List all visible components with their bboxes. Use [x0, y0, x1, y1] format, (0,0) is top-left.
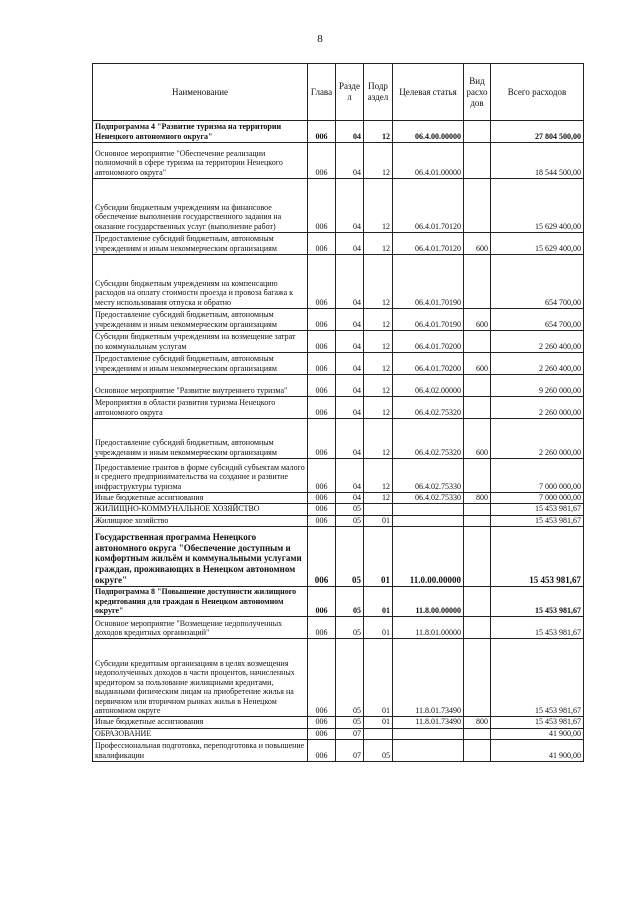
row-total: 15 453 981,67: [491, 717, 584, 728]
row-target-article: 06.4.01.70190: [393, 255, 464, 309]
header-expense-type: Вид расхо дов: [464, 64, 491, 121]
row-target-article: 06.4.01.70200: [393, 331, 464, 353]
table-header-row: [93, 64, 584, 121]
row-glava: 006: [308, 121, 336, 143]
row-expense-type: [464, 397, 491, 419]
table-row: [93, 397, 584, 419]
table-row: [93, 639, 584, 717]
row-podrazdel: 12: [364, 179, 393, 233]
header-target-article: Целевая статья: [393, 64, 464, 121]
row-total: 15 453 981,67: [491, 587, 584, 617]
row-expense-type: [464, 179, 491, 233]
row-name: Субсидии бюджетным учреждениям на компенсацию расходов на оплату стоимости проезда и провоза багажа к месту использования отпуска и обратно: [93, 255, 308, 309]
row-podrazdel: 12: [364, 143, 393, 179]
row-razdel: 04: [336, 493, 364, 504]
row-name: Основное мероприятие "Обеспечение реализации полномочий в сфере туризма на территории Ненецкого автономного округа": [93, 143, 308, 179]
table-row: [93, 233, 584, 255]
row-name: Мероприятия в области развития туризма Ненецкого автономного округа: [93, 397, 308, 419]
row-podrazdel: 12: [364, 121, 393, 143]
row-razdel: 04: [336, 179, 364, 233]
row-target-article: [393, 515, 464, 526]
row-total: 654 700,00: [491, 255, 584, 309]
row-expense-type: [464, 617, 491, 639]
row-name: Субсидии бюджетным учреждениям на финансовое обеспечение выполнения государственного задания на оказание государственных услуг (выполнение работ): [93, 179, 308, 233]
row-expense-type: [464, 740, 491, 762]
row-target-article: 06.4.02.00000: [393, 375, 464, 397]
row-podrazdel: 01: [364, 617, 393, 639]
row-target-article: 06.4.02.75320: [393, 397, 464, 419]
row-razdel: 07: [336, 728, 364, 739]
row-total: 15 629 400,00: [491, 233, 584, 255]
table-row: [93, 309, 584, 331]
row-target-article: 06.4.02.75320: [393, 419, 464, 459]
row-podrazdel: 12: [364, 309, 393, 331]
row-total: 2 260 400,00: [491, 353, 584, 375]
budget-table: [92, 63, 584, 762]
row-total: 15 629 400,00: [491, 179, 584, 233]
row-razdel: 04: [336, 233, 364, 255]
row-expense-type: [464, 639, 491, 717]
row-razdel: 05: [336, 504, 364, 515]
row-name: ОБРАЗОВАНИЕ: [93, 728, 308, 739]
row-target-article: 11.8.01.00000: [393, 617, 464, 639]
row-glava: 006: [308, 515, 336, 526]
row-razdel: 04: [336, 353, 364, 375]
row-razdel: 05: [336, 527, 364, 587]
row-name: Предоставление субсидий бюджетным, автономным учреждениям и иным некоммерческим организациям: [93, 233, 308, 255]
row-name: Субсидии кредитным организациям в целях возмещения недополученных доходов в части процентов, начисленных кредитором за пользование жилищными кредитами, выданными физическим лицам на приобретение жилья на первичном или вторичном рынках жилья в Ненецком автономном округе: [93, 639, 308, 717]
row-razdel: 05: [336, 717, 364, 728]
row-name: Профессиональная подготовка, переподготовка и повышение квалификации: [93, 740, 308, 762]
table-row: [93, 375, 584, 397]
header-name: Наименование: [93, 64, 308, 121]
row-podrazdel: 12: [364, 419, 393, 459]
row-name: Предоставление грантов в форме субсидий субъектам малого и среднего предпринимательства на создание и развитие инфраструктуры туризма: [93, 459, 308, 493]
row-expense-type: [464, 515, 491, 526]
row-podrazdel: 12: [364, 459, 393, 493]
row-name: Иные бюджетные ассигнования: [93, 717, 308, 728]
row-total: 2 260 000,00: [491, 397, 584, 419]
row-glava: 006: [308, 331, 336, 353]
row-glava: 006: [308, 255, 336, 309]
row-name: ЖИЛИЩНО-КОММУНАЛЬНОЕ ХОЗЯЙСТВО: [93, 504, 308, 515]
row-razdel: 05: [336, 639, 364, 717]
row-expense-type: 600: [464, 419, 491, 459]
row-razdel: 04: [336, 255, 364, 309]
row-name: Субсидии бюджетным учреждениям на возмещение затрат по коммунальным услугам: [93, 331, 308, 353]
row-expense-type: 800: [464, 493, 491, 504]
row-target-article: 06.4.01.00000: [393, 143, 464, 179]
header-razdel: Разде л: [336, 64, 364, 121]
row-name: Государственная программа Ненецкого автономного округа "Обеспечение доступным и комфортным жильём и коммунальными услугами граждан, проживающих в Ненецком автономном округе": [93, 527, 308, 587]
row-razdel: 04: [336, 397, 364, 419]
row-total: 15 453 981,67: [491, 639, 584, 717]
row-glava: 006: [308, 527, 336, 587]
row-podrazdel: [364, 728, 393, 739]
row-podrazdel: 12: [364, 375, 393, 397]
row-podrazdel: 01: [364, 515, 393, 526]
table-row: [93, 179, 584, 233]
row-razdel: 07: [336, 740, 364, 762]
table-row: [93, 527, 584, 587]
row-razdel: 04: [336, 419, 364, 459]
row-target-article: 06.4.01.70120: [393, 179, 464, 233]
row-podrazdel: 12: [364, 397, 393, 419]
row-razdel: 04: [336, 375, 364, 397]
row-podrazdel: 12: [364, 233, 393, 255]
row-expense-type: [464, 255, 491, 309]
row-total: 18 544 500,00: [491, 143, 584, 179]
row-expense-type: [464, 331, 491, 353]
row-podrazdel: 01: [364, 527, 393, 587]
row-podrazdel: 12: [364, 493, 393, 504]
row-glava: 006: [308, 353, 336, 375]
row-expense-type: [464, 587, 491, 617]
table-row: [93, 740, 584, 762]
row-glava: 006: [308, 587, 336, 617]
table-row: [93, 617, 584, 639]
row-target-article: [393, 504, 464, 515]
table-row: [93, 493, 584, 504]
row-podrazdel: 01: [364, 639, 393, 717]
row-expense-type: [464, 504, 491, 515]
row-glava: 006: [308, 639, 336, 717]
table-row: [93, 728, 584, 739]
row-target-article: 11.8.01.73490: [393, 717, 464, 728]
row-target-article: 11.8.01.73490: [393, 639, 464, 717]
row-expense-type: [464, 121, 491, 143]
row-glava: 006: [308, 179, 336, 233]
row-razdel: 05: [336, 587, 364, 617]
row-expense-type: 600: [464, 309, 491, 331]
row-glava: 006: [308, 459, 336, 493]
row-total: 9 260 000,00: [491, 375, 584, 397]
row-razdel: 05: [336, 617, 364, 639]
row-glava: 006: [308, 504, 336, 515]
row-glava: 006: [308, 375, 336, 397]
row-expense-type: 600: [464, 353, 491, 375]
row-podrazdel: 12: [364, 353, 393, 375]
table-row: [93, 353, 584, 375]
row-glava: 006: [308, 717, 336, 728]
table-row: [93, 504, 584, 515]
row-glava: 006: [308, 397, 336, 419]
row-expense-type: 600: [464, 233, 491, 255]
header-podrazdel: Подр аздел: [364, 64, 393, 121]
row-name: Основное мероприятие "Развитие внутреннего туризма": [93, 375, 308, 397]
table-row: [93, 515, 584, 526]
table-row: [93, 587, 584, 617]
table-row: [93, 717, 584, 728]
row-expense-type: [464, 143, 491, 179]
row-razdel: 05: [336, 515, 364, 526]
row-target-article: [393, 740, 464, 762]
row-target-article: 06.4.01.70190: [393, 309, 464, 331]
row-target-article: 06.4.00.00000: [393, 121, 464, 143]
table-row: [93, 143, 584, 179]
row-razdel: 04: [336, 309, 364, 331]
table-row: [93, 419, 584, 459]
row-total: 7 000 000,00: [491, 493, 584, 504]
page-number: 8: [317, 33, 323, 45]
row-expense-type: [464, 375, 491, 397]
table-row: [93, 121, 584, 143]
row-glava: 006: [308, 740, 336, 762]
row-podrazdel: 05: [364, 740, 393, 762]
table-row: [93, 255, 584, 309]
row-glava: 006: [308, 493, 336, 504]
row-razdel: 04: [336, 331, 364, 353]
row-name: Предоставление субсидий бюджетным, автономным учреждениям и иным некоммерческим организациям: [93, 419, 308, 459]
row-name: Предоставление субсидий бюджетным, автономным учреждениям и иным некоммерческим организациям: [93, 353, 308, 375]
row-target-article: 11.0.00.00000: [393, 527, 464, 587]
row-total: 2 260 000,00: [491, 419, 584, 459]
row-expense-type: [464, 527, 491, 587]
row-total: 15 453 981,67: [491, 527, 584, 587]
row-target-article: 06.4.02.75330: [393, 459, 464, 493]
row-name: Основное мероприятие "Возмещение недополученных доходов кредитных организаций": [93, 617, 308, 639]
row-glava: 006: [308, 143, 336, 179]
header-glava: Глава: [308, 64, 336, 121]
row-podrazdel: 01: [364, 717, 393, 728]
row-total: 7 000 000,00: [491, 459, 584, 493]
row-target-article: 06.4.01.70200: [393, 353, 464, 375]
row-glava: 006: [308, 309, 336, 331]
row-target-article: [393, 728, 464, 739]
table-row: [93, 459, 584, 493]
row-glava: 006: [308, 233, 336, 255]
row-name: Иные бюджетные ассигнования: [93, 493, 308, 504]
row-podrazdel: [364, 504, 393, 515]
row-name: Подпрограмма 4 "Развитие туризма на территории Ненецкого автономного округа": [93, 121, 308, 143]
row-razdel: 04: [336, 121, 364, 143]
row-podrazdel: 12: [364, 255, 393, 309]
row-razdel: 04: [336, 459, 364, 493]
row-glava: 006: [308, 419, 336, 459]
row-razdel: 04: [336, 143, 364, 179]
row-name: Предоставление субсидий бюджетным, автономным учреждениям и иным некоммерческим организациям: [93, 309, 308, 331]
row-expense-type: [464, 728, 491, 739]
row-podrazdel: 01: [364, 587, 393, 617]
row-name: Подпрограмма 8 "Повышение доступности жилищного кредитования для граждан в Ненецком автономном округе": [93, 587, 308, 617]
row-total: 15 453 981,67: [491, 515, 584, 526]
table-row: [93, 331, 584, 353]
row-total: 41 900,00: [491, 728, 584, 739]
row-total: 2 260 400,00: [491, 331, 584, 353]
row-glava: 006: [308, 728, 336, 739]
row-expense-type: 800: [464, 717, 491, 728]
row-glava: 006: [308, 617, 336, 639]
row-target-article: 06.4.02.75330: [393, 493, 464, 504]
row-total: 654 700,00: [491, 309, 584, 331]
header-total-expenses: Всего расходов: [491, 64, 584, 121]
row-expense-type: [464, 459, 491, 493]
row-target-article: 06.4.01.70120: [393, 233, 464, 255]
row-total: 27 804 500,00: [491, 121, 584, 143]
row-total: 41 900,00: [491, 740, 584, 762]
row-target-article: 11.8.00.00000: [393, 587, 464, 617]
row-total: 15 453 981,67: [491, 504, 584, 515]
row-name: Жилищное хозяйство: [93, 515, 308, 526]
row-total: 15 453 981,67: [491, 617, 584, 639]
row-podrazdel: 12: [364, 331, 393, 353]
